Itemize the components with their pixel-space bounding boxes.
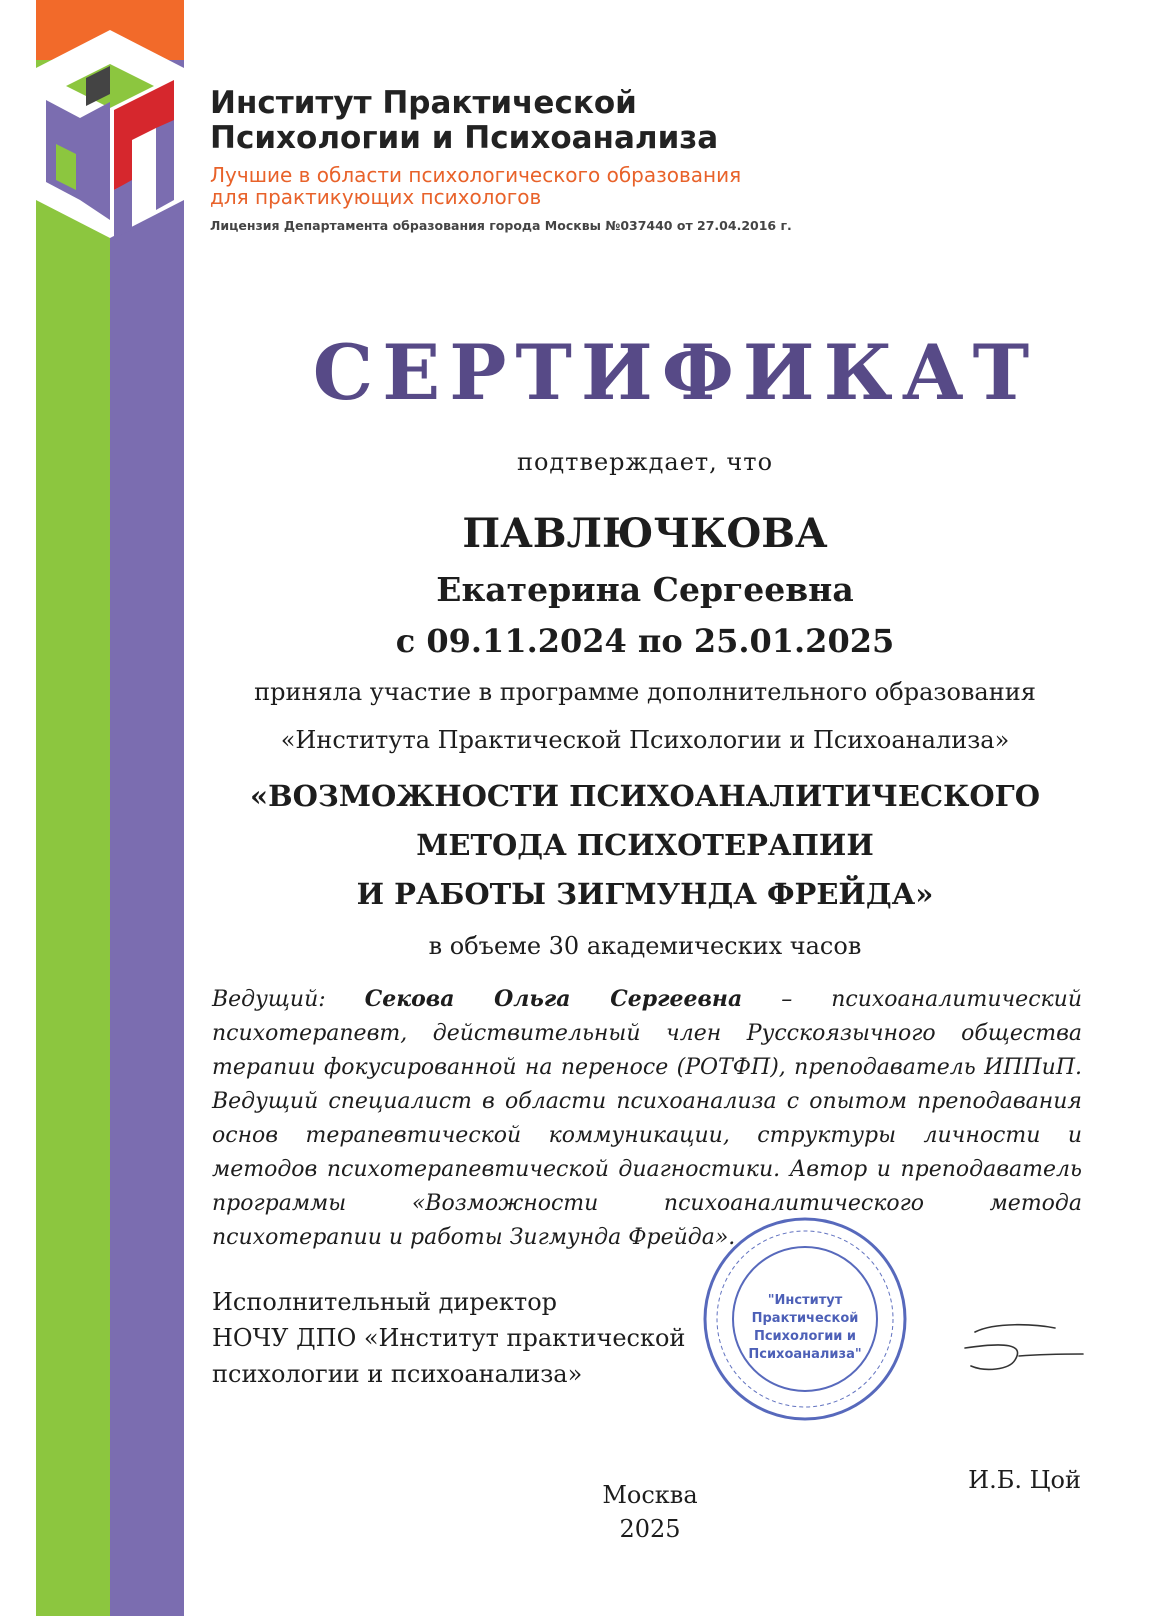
license-text: Лицензия Департамента образования города Москвы №037440 от 27.04.2016 г. [210,218,792,233]
recipient-surname: ПАВЛЮЧКОВА [462,510,828,557]
program-title-line1: «ВОЗМОЖНОСТИ ПСИХОАНАЛИТИЧЕСКОГО [250,779,1040,813]
institute-name-line1: Институт Практической [210,85,637,121]
lecturer-name: Секова Ольга Сергеевна [364,986,743,1012]
institute-quote: «Института Практической Психологии и Психоанализа» [280,726,1010,754]
institute-name-line2: Психологии и Психоанализа [210,120,719,156]
director-signature [935,1320,1085,1380]
program-title-line3: И РАБОТЫ ЗИГМУНДА ФРЕЙДА» [356,877,934,911]
institute-slogan [210,164,910,208]
slogan-line1: Лучшие в области психологического образования [210,163,742,187]
recipient-given-names: Екатерина Сергеевна [436,570,854,609]
signer-name: И.Б. Цой [968,1466,1081,1494]
lecturer-label: Ведущий: [212,987,326,1012]
issue-city: Москва [602,1481,698,1509]
institute-logo-icon [36,30,184,258]
participation-text: приняла участие в программе дополнительного образования [254,678,1036,706]
official-stamp [700,1214,910,1424]
svg-text:"Институт: "Институт [767,1293,843,1308]
program-title-line2: МЕТОДА ПСИХОТЕРАПИИ [416,828,874,862]
director-org-line1: НОЧУ ДПО «Институт практической [212,1324,686,1352]
certificate-title: СЕРТИФИКАТ [312,328,1039,417]
course-dates: с 09.11.2024 по 25.01.2025 [395,622,895,660]
director-block [212,1284,732,1392]
course-hours: в объеме 30 академических часов [428,932,862,960]
program-title [200,772,1090,919]
confirms-text: подтверждает, что [516,448,774,476]
lecturer-paragraph [212,982,1082,1255]
svg-text:Психоанализа": Психоанализа" [748,1347,862,1362]
director-title: Исполнительный директор [212,1288,557,1316]
issue-place-date [560,1478,740,1546]
lecturer-description: – психоаналитический психотерапевт, действительный член Русскоязычного общества терапии фокусированной на переносе (РОТФП), преподаватель ИППиП. Ведущий специалист в области психоанализа с опытом преподавания основ терапевтической коммуникации, структуры личности и методов психотерапевтической диагностики. Автор и преподаватель программы «Возможности психоаналитического метода психотерапии и работы Зигмунда Фрейда». [212,987,1082,1250]
institute-name [210,86,910,156]
issue-year: 2025 [619,1515,681,1543]
svg-text:Практической: Практической [751,1311,859,1326]
svg-text:Психологии и: Психологии и [753,1329,857,1344]
slogan-line2: для практикующих психологов [210,185,542,209]
director-org-line2: психологии и психоанализа» [212,1360,583,1388]
